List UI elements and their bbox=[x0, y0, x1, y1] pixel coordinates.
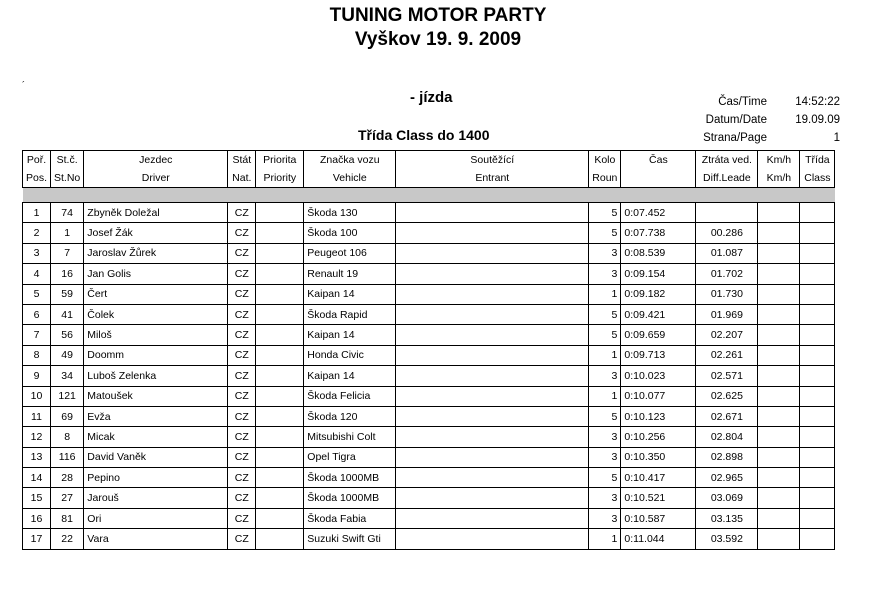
cell-empty bbox=[758, 386, 800, 406]
cell-nat: CZ bbox=[228, 284, 256, 304]
cell-vehicle: Opel Tigra bbox=[304, 447, 396, 467]
cell-time: 0:10.587 bbox=[621, 508, 696, 528]
column-header-en: Km/h bbox=[758, 169, 800, 188]
cell-empty bbox=[396, 406, 589, 426]
column-header-cz: Ztráta ved. bbox=[696, 151, 758, 170]
cell-empty bbox=[758, 366, 800, 386]
cell-nat: CZ bbox=[228, 325, 256, 345]
cell-empty bbox=[396, 203, 589, 223]
cell-empty bbox=[396, 468, 589, 488]
cell-vehicle: Škoda 100 bbox=[304, 223, 396, 243]
cell-driver: Pepino bbox=[84, 468, 228, 488]
cell-driver: Zbyněk Doležal bbox=[84, 203, 228, 223]
cell-empty bbox=[256, 447, 304, 467]
column-header-cz: Čas bbox=[621, 151, 696, 170]
table-row bbox=[23, 264, 835, 284]
info-value-page: 1 bbox=[833, 132, 840, 144]
cell-vehicle: Honda Civic bbox=[304, 345, 396, 365]
cell-time: 0:08.539 bbox=[621, 243, 696, 263]
cell-empty bbox=[396, 345, 589, 365]
cell-empty bbox=[758, 304, 800, 324]
cell-vehicle: Kaipan 14 bbox=[304, 325, 396, 345]
cell-driver: Josef Žák bbox=[84, 223, 228, 243]
cell-empty bbox=[758, 345, 800, 365]
cell-no: 81 bbox=[51, 508, 84, 528]
table-row bbox=[23, 468, 835, 488]
results-table bbox=[22, 150, 835, 550]
cell-pos: 15 bbox=[23, 488, 51, 508]
cell-pos: 5 bbox=[23, 284, 51, 304]
cell-diff: 02.625 bbox=[696, 386, 758, 406]
table-row bbox=[23, 304, 835, 324]
cell-empty bbox=[256, 243, 304, 263]
cell-empty bbox=[800, 325, 835, 345]
cell-driver: David Vaněk bbox=[84, 447, 228, 467]
cell-nat: CZ bbox=[228, 386, 256, 406]
cell-diff: 03.592 bbox=[696, 529, 758, 549]
cell-nat: CZ bbox=[228, 447, 256, 467]
cell-diff: 03.069 bbox=[696, 488, 758, 508]
table-row bbox=[23, 427, 835, 447]
cell-no: 7 bbox=[51, 243, 84, 263]
cell-no: 27 bbox=[51, 488, 84, 508]
cell-nat: CZ bbox=[228, 366, 256, 386]
cell-empty bbox=[800, 386, 835, 406]
cell-empty bbox=[758, 406, 800, 426]
cell-time: 0:10.123 bbox=[621, 406, 696, 426]
cell-nat: CZ bbox=[228, 203, 256, 223]
cell-round: 3 bbox=[589, 243, 621, 263]
cell-diff: 02.207 bbox=[696, 325, 758, 345]
cell-nat: CZ bbox=[228, 468, 256, 488]
page-title: TUNING MOTOR PARTY bbox=[329, 5, 547, 26]
cell-vehicle: Suzuki Swift Gti bbox=[304, 529, 396, 549]
cell-time: 0:10.350 bbox=[621, 447, 696, 467]
column-header-cz: St.č. bbox=[51, 151, 84, 170]
cell-empty bbox=[256, 488, 304, 508]
cell-pos: 4 bbox=[23, 264, 51, 284]
cell-diff: 00.286 bbox=[696, 223, 758, 243]
cell-time: 0:10.023 bbox=[621, 366, 696, 386]
cell-time: 0:07.452 bbox=[621, 203, 696, 223]
cell-diff: 01.087 bbox=[696, 243, 758, 263]
cell-time: 0:09.713 bbox=[621, 345, 696, 365]
cell-round: 5 bbox=[589, 223, 621, 243]
cell-empty bbox=[800, 345, 835, 365]
column-header-en: Roun bbox=[589, 169, 621, 188]
cell-time: 0:09.659 bbox=[621, 325, 696, 345]
table-row bbox=[23, 223, 835, 243]
cell-vehicle: Škoda Felicia bbox=[304, 386, 396, 406]
cell-nat: CZ bbox=[228, 304, 256, 324]
column-header-cz: Třída bbox=[800, 151, 835, 170]
table-row bbox=[23, 406, 835, 426]
cell-empty bbox=[758, 447, 800, 467]
cell-empty bbox=[396, 264, 589, 284]
cell-time: 0:09.154 bbox=[621, 264, 696, 284]
cell-empty bbox=[800, 447, 835, 467]
table-row bbox=[23, 243, 835, 263]
class-heading: Třída Class do 1400 bbox=[358, 127, 490, 143]
cell-empty bbox=[256, 304, 304, 324]
cell-empty bbox=[256, 386, 304, 406]
cell-pos: 7 bbox=[23, 325, 51, 345]
cell-empty bbox=[256, 264, 304, 284]
cell-no: 22 bbox=[51, 529, 84, 549]
cell-empty bbox=[256, 529, 304, 549]
cell-empty bbox=[396, 529, 589, 549]
cell-diff: 01.730 bbox=[696, 284, 758, 304]
cell-empty bbox=[758, 264, 800, 284]
cell-empty bbox=[396, 386, 589, 406]
cell-no: 49 bbox=[51, 345, 84, 365]
cell-driver: Ori bbox=[84, 508, 228, 528]
cell-empty bbox=[758, 284, 800, 304]
cell-diff: 02.261 bbox=[696, 345, 758, 365]
cell-no: 41 bbox=[51, 304, 84, 324]
cell-nat: CZ bbox=[228, 488, 256, 508]
column-header-cz: Značka vozu bbox=[304, 151, 396, 170]
cell-empty bbox=[758, 529, 800, 549]
column-header-en: Priority bbox=[256, 169, 304, 188]
cell-empty bbox=[758, 203, 800, 223]
cell-diff: 03.135 bbox=[696, 508, 758, 528]
cell-nat: CZ bbox=[228, 223, 256, 243]
cell-vehicle: Škoda Rapid bbox=[304, 304, 396, 324]
cell-empty bbox=[800, 284, 835, 304]
column-header-cz: Poř. bbox=[23, 151, 51, 170]
stray-mark: ´ bbox=[22, 80, 25, 90]
column-header-en: Nat. bbox=[228, 169, 256, 188]
cell-diff: 02.671 bbox=[696, 406, 758, 426]
cell-no: 74 bbox=[51, 203, 84, 223]
table-row bbox=[23, 488, 835, 508]
cell-no: 16 bbox=[51, 264, 84, 284]
cell-driver: Luboš Zelenka bbox=[84, 366, 228, 386]
cell-diff: 02.804 bbox=[696, 427, 758, 447]
column-header-en: Diff.Leade bbox=[696, 169, 758, 188]
cell-round: 5 bbox=[589, 203, 621, 223]
table-row bbox=[23, 284, 835, 304]
cell-driver: Čolek bbox=[84, 304, 228, 324]
cell-diff: 02.571 bbox=[696, 366, 758, 386]
cell-empty bbox=[256, 366, 304, 386]
cell-round: 3 bbox=[589, 264, 621, 284]
cell-round: 3 bbox=[589, 366, 621, 386]
table-row bbox=[23, 447, 835, 467]
cell-diff: 02.898 bbox=[696, 447, 758, 467]
cell-empty bbox=[800, 406, 835, 426]
info-value-time: 14:52:22 bbox=[795, 96, 840, 108]
cell-nat: CZ bbox=[228, 508, 256, 528]
table-row bbox=[23, 203, 835, 223]
cell-round: 3 bbox=[589, 427, 621, 447]
cell-driver: Jaroslav Žůrek bbox=[84, 243, 228, 263]
cell-vehicle: Škoda 1000MB bbox=[304, 488, 396, 508]
cell-empty bbox=[396, 427, 589, 447]
cell-time: 0:10.417 bbox=[621, 468, 696, 488]
cell-no: 116 bbox=[51, 447, 84, 467]
cell-pos: 3 bbox=[23, 243, 51, 263]
info-label-date: Datum/Date bbox=[705, 114, 767, 126]
cell-empty bbox=[256, 345, 304, 365]
cell-empty bbox=[256, 427, 304, 447]
column-header-en: Entrant bbox=[396, 169, 589, 188]
cell-nat: CZ bbox=[228, 243, 256, 263]
cell-diff: 01.969 bbox=[696, 304, 758, 324]
column-header-en: St.No bbox=[51, 169, 84, 188]
cell-pos: 8 bbox=[23, 345, 51, 365]
cell-pos: 9 bbox=[23, 366, 51, 386]
table-row bbox=[23, 366, 835, 386]
cell-round: 3 bbox=[589, 488, 621, 508]
cell-driver: Matoušek bbox=[84, 386, 228, 406]
column-header-cz: Stát bbox=[228, 151, 256, 170]
cell-empty bbox=[800, 264, 835, 284]
cell-time: 0:10.256 bbox=[621, 427, 696, 447]
cell-no: 8 bbox=[51, 427, 84, 447]
cell-no: 1 bbox=[51, 223, 84, 243]
info-value-date: 19.09.09 bbox=[795, 114, 840, 126]
cell-nat: CZ bbox=[228, 427, 256, 447]
cell-time: 0:09.421 bbox=[621, 304, 696, 324]
cell-empty bbox=[800, 304, 835, 324]
table-header bbox=[23, 151, 835, 203]
cell-diff: 02.965 bbox=[696, 468, 758, 488]
cell-time: 0:10.077 bbox=[621, 386, 696, 406]
cell-no: 56 bbox=[51, 325, 84, 345]
cell-empty bbox=[396, 447, 589, 467]
cell-pos: 14 bbox=[23, 468, 51, 488]
run-name: - jízda bbox=[410, 89, 453, 106]
cell-round: 5 bbox=[589, 325, 621, 345]
cell-pos: 6 bbox=[23, 304, 51, 324]
separator-row bbox=[23, 188, 835, 203]
cell-round: 1 bbox=[589, 345, 621, 365]
cell-pos: 1 bbox=[23, 203, 51, 223]
cell-empty bbox=[800, 508, 835, 528]
cell-empty bbox=[800, 203, 835, 223]
table-row bbox=[23, 386, 835, 406]
cell-empty bbox=[396, 223, 589, 243]
cell-driver: Vara bbox=[84, 529, 228, 549]
cell-empty bbox=[758, 243, 800, 263]
cell-empty bbox=[758, 325, 800, 345]
cell-empty bbox=[800, 427, 835, 447]
column-header-en bbox=[621, 169, 696, 188]
cell-time: 0:10.521 bbox=[621, 488, 696, 508]
cell-empty bbox=[396, 304, 589, 324]
cell-vehicle: Peugeot 106 bbox=[304, 243, 396, 263]
cell-empty bbox=[758, 508, 800, 528]
table-row bbox=[23, 508, 835, 528]
cell-empty bbox=[256, 325, 304, 345]
page-subtitle: Vyškov 19. 9. 2009 bbox=[354, 29, 522, 50]
cell-pos: 11 bbox=[23, 406, 51, 426]
column-header-cz: Jezdec bbox=[84, 151, 228, 170]
cell-vehicle: Škoda 1000MB bbox=[304, 468, 396, 488]
cell-diff: 01.702 bbox=[696, 264, 758, 284]
cell-driver: Micak bbox=[84, 427, 228, 447]
info-label-time: Čas/Time bbox=[718, 96, 767, 108]
cell-driver: Evža bbox=[84, 406, 228, 426]
cell-empty bbox=[758, 488, 800, 508]
cell-round: 3 bbox=[589, 508, 621, 528]
cell-empty bbox=[396, 488, 589, 508]
cell-nat: CZ bbox=[228, 345, 256, 365]
cell-time: 0:07.738 bbox=[621, 223, 696, 243]
column-header-cz: Priorita bbox=[256, 151, 304, 170]
cell-empty bbox=[800, 529, 835, 549]
cell-empty bbox=[256, 468, 304, 488]
cell-vehicle: Škoda 130 bbox=[304, 203, 396, 223]
cell-empty bbox=[758, 468, 800, 488]
column-header-cz: Kolo bbox=[589, 151, 621, 170]
cell-pos: 10 bbox=[23, 386, 51, 406]
cell-empty bbox=[396, 366, 589, 386]
cell-empty bbox=[256, 406, 304, 426]
cell-driver: Jarouš bbox=[84, 488, 228, 508]
cell-pos: 13 bbox=[23, 447, 51, 467]
cell-empty bbox=[758, 427, 800, 447]
cell-driver: Jan Golis bbox=[84, 264, 228, 284]
cell-nat: CZ bbox=[228, 264, 256, 284]
cell-vehicle: Kaipan 14 bbox=[304, 284, 396, 304]
cell-vehicle: Škoda 120 bbox=[304, 406, 396, 426]
column-header-en: Pos. bbox=[23, 169, 51, 188]
cell-empty bbox=[800, 243, 835, 263]
table-row bbox=[23, 529, 835, 549]
cell-pos: 12 bbox=[23, 427, 51, 447]
cell-empty bbox=[256, 284, 304, 304]
cell-pos: 16 bbox=[23, 508, 51, 528]
cell-time: 0:09.182 bbox=[621, 284, 696, 304]
cell-no: 59 bbox=[51, 284, 84, 304]
cell-empty bbox=[758, 223, 800, 243]
cell-driver: Čert bbox=[84, 284, 228, 304]
cell-empty bbox=[396, 508, 589, 528]
cell-empty bbox=[256, 508, 304, 528]
cell-empty bbox=[800, 223, 835, 243]
cell-empty bbox=[800, 468, 835, 488]
table-body bbox=[23, 203, 835, 550]
table-row bbox=[23, 345, 835, 365]
cell-empty bbox=[800, 366, 835, 386]
cell-empty bbox=[800, 488, 835, 508]
cell-vehicle: Mitsubishi Colt bbox=[304, 427, 396, 447]
cell-empty bbox=[256, 203, 304, 223]
cell-no: 121 bbox=[51, 386, 84, 406]
cell-nat: CZ bbox=[228, 529, 256, 549]
cell-empty bbox=[396, 325, 589, 345]
cell-no: 28 bbox=[51, 468, 84, 488]
cell-vehicle: Kaipan 14 bbox=[304, 366, 396, 386]
cell-diff bbox=[696, 203, 758, 223]
column-header-cz: Soutěžící bbox=[396, 151, 589, 170]
cell-round: 5 bbox=[589, 406, 621, 426]
cell-no: 34 bbox=[51, 366, 84, 386]
cell-vehicle: Renault 19 bbox=[304, 264, 396, 284]
cell-driver: Miloš bbox=[84, 325, 228, 345]
cell-no: 69 bbox=[51, 406, 84, 426]
cell-empty bbox=[396, 243, 589, 263]
cell-time: 0:11.044 bbox=[621, 529, 696, 549]
cell-pos: 2 bbox=[23, 223, 51, 243]
column-header-en: Vehicle bbox=[304, 169, 396, 188]
cell-round: 5 bbox=[589, 304, 621, 324]
cell-round: 1 bbox=[589, 284, 621, 304]
cell-empty bbox=[396, 284, 589, 304]
column-header-cz: Km/h bbox=[758, 151, 800, 170]
cell-round: 1 bbox=[589, 386, 621, 406]
table-row bbox=[23, 325, 835, 345]
cell-nat: CZ bbox=[228, 406, 256, 426]
column-header-en: Driver bbox=[84, 169, 228, 188]
cell-driver: Doomm bbox=[84, 345, 228, 365]
cell-round: 3 bbox=[589, 447, 621, 467]
cell-pos: 17 bbox=[23, 529, 51, 549]
column-header-en: Class bbox=[800, 169, 835, 188]
info-label-page: Strana/Page bbox=[703, 132, 767, 144]
cell-empty bbox=[256, 223, 304, 243]
cell-round: 1 bbox=[589, 529, 621, 549]
cell-round: 5 bbox=[589, 468, 621, 488]
cell-vehicle: Škoda Fabia bbox=[304, 508, 396, 528]
